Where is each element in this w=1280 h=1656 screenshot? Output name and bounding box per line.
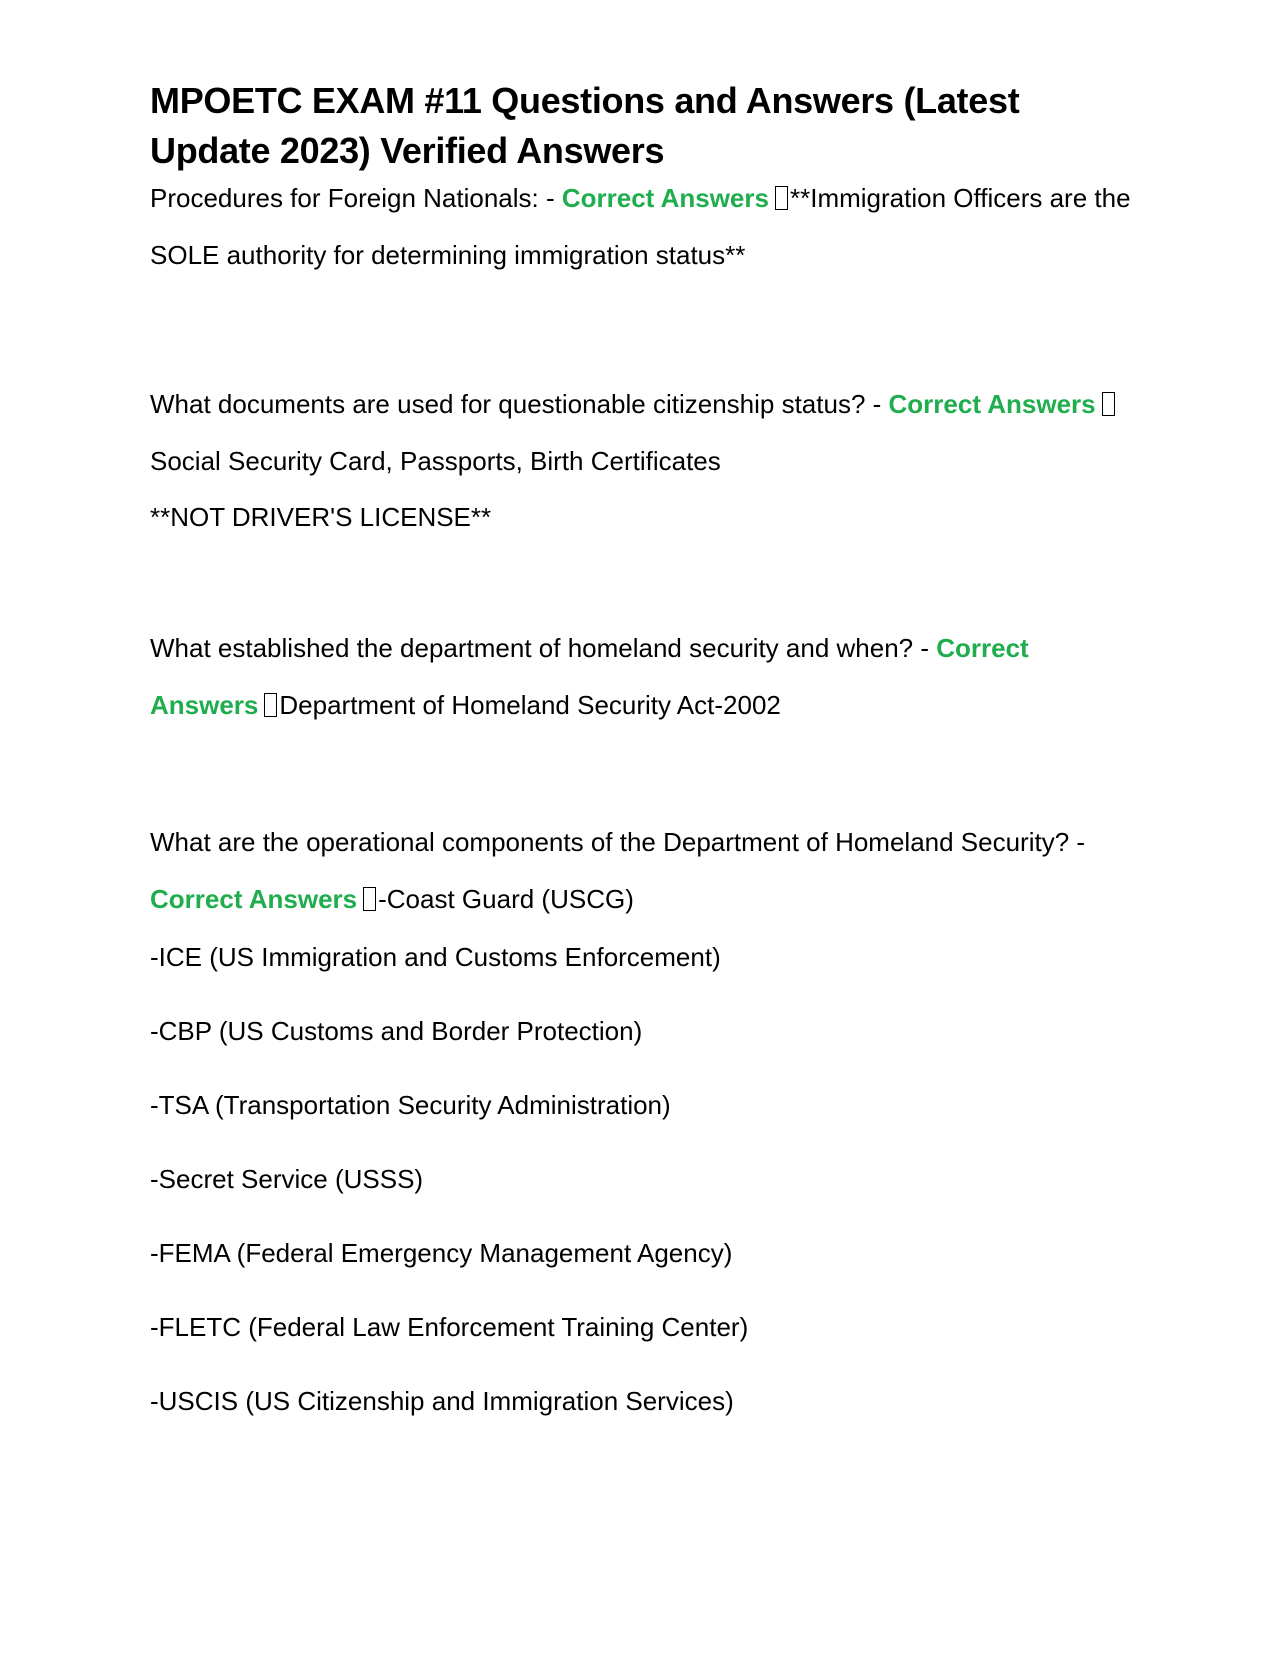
list-item: -FEMA (Federal Emergency Management Agency) bbox=[150, 1238, 733, 1268]
answer-text: -Coast Guard (USCG) bbox=[378, 884, 634, 914]
document-title: MPOETC EXAM #11 Questions and Answers (Latest Update 2023) Verified Answers bbox=[150, 80, 1020, 171]
correct-answers-label: Correct Answers bbox=[150, 884, 358, 914]
spacer bbox=[150, 284, 1140, 376]
list-item: -USCIS (US Citizenship and Immigration Services) bbox=[150, 1386, 734, 1416]
qa-item-2 bbox=[150, 376, 1140, 490]
qa-item-3 bbox=[150, 620, 1140, 734]
document-page bbox=[150, 76, 1140, 1420]
correct-answers-label: Correct Answers bbox=[561, 183, 769, 213]
spacer bbox=[150, 536, 1140, 620]
missing-glyph-icon bbox=[363, 887, 376, 911]
correct-answers-label: Correct Answers bbox=[150, 633, 1029, 720]
correct-answers-label: Correct Answers bbox=[888, 389, 1096, 419]
spacer bbox=[150, 1124, 1140, 1160]
missing-glyph-icon bbox=[264, 693, 277, 717]
spacer bbox=[150, 1198, 1140, 1234]
answer-text: Department of Homeland Security Act-2002 bbox=[279, 690, 781, 720]
list-item: -CBP (US Customs and Border Protection) bbox=[150, 1016, 643, 1046]
qa-item-1 bbox=[150, 170, 1140, 284]
answer-text: **Immigration Officers are the SOLE authority for determining immigration status** bbox=[150, 183, 1131, 270]
spacer bbox=[150, 1050, 1140, 1086]
answer-text: Social Security Card, Passports, Birth Certificates bbox=[150, 446, 721, 476]
question-text: Procedures for Foreign Nationals: - bbox=[150, 183, 562, 213]
list-item: -FLETC (Federal Law Enforcement Training Center) bbox=[150, 1312, 749, 1342]
list-item: -ICE (US Immigration and Customs Enforcement) bbox=[150, 942, 721, 972]
spacer bbox=[150, 1346, 1140, 1382]
list-item: -TSA (Transportation Security Administration) bbox=[150, 1090, 671, 1120]
spacer bbox=[150, 734, 1140, 814]
missing-glyph-icon bbox=[1102, 392, 1115, 416]
question-text: What are the operational components of the Department of Homeland Security? - bbox=[150, 827, 1086, 857]
missing-glyph-icon bbox=[775, 186, 788, 210]
spacer bbox=[150, 1272, 1140, 1308]
spacer bbox=[150, 976, 1140, 1012]
qa-item-4 bbox=[150, 814, 1140, 928]
question-text: What documents are used for questionable citizenship status? - bbox=[150, 389, 889, 419]
answer-extra-line: **NOT DRIVER'S LICENSE** bbox=[150, 502, 492, 532]
question-text: What established the department of homeland security and when? - bbox=[150, 633, 937, 663]
list-item: -Secret Service (USSS) bbox=[150, 1164, 424, 1194]
